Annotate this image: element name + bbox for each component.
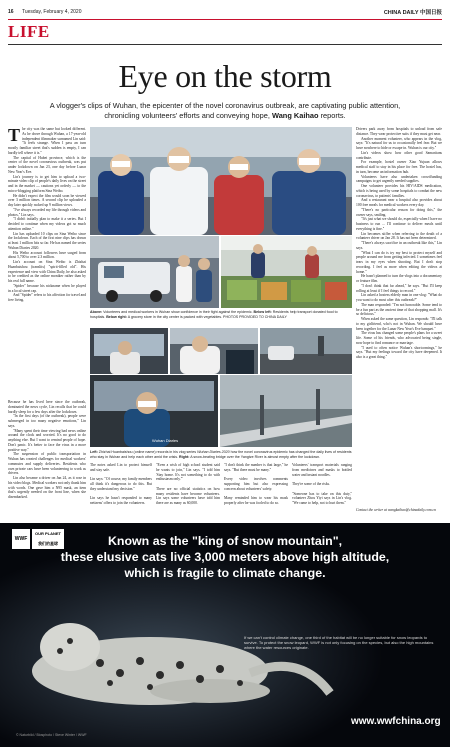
paragraph: Lin's videos show how other good Samaritans contribute. <box>356 150 442 160</box>
paragraph: "There's always sacrifice in an outbreak like this," Lin says. <box>356 241 442 250</box>
deck-text: A vlogger's clips of Wuhan, the epicenter of the novel coronavirus outbreak, are captivating public attention, chronicling volunteers' efforts and conveying hope, <box>49 101 401 120</box>
photo-credit: PHOTOS PROVIDED TO CHINA DAILY <box>222 314 287 319</box>
paragraph: Drivers park away from hospitals to unload from safe distance. They wear protective suits if they must get near. <box>356 127 442 136</box>
deck <box>40 101 410 120</box>
article-column-5 <box>356 127 442 507</box>
photo-driver <box>170 328 258 374</box>
paragraph: The man responded: "I'm not honorable. Some tend to be a fun part as the ancient time of that shopping mall. It's so delicious." <box>356 302 442 317</box>
paragraph: His Weibo account followers have surged from about 5,700 to over 2.3 million. <box>8 250 86 260</box>
caption-label: Below right: <box>106 314 127 319</box>
paragraph: he city was the same but looked different. As he drove through Wuhan, a 17-year-old independent filmmaker surnamed Lin said: "It feels strange. When I pass an turn mostly familiar street that's sudden is empty, I can hardly tell where it is." <box>8 127 86 155</box>
paragraph: Lin becomes stiffer when referring to the death of a volunteer driver on Jan 28. It has not been determined. <box>356 231 442 241</box>
headline: Eye on the storm <box>118 58 332 94</box>
paragraph: Volunteers have also undertaken crowdfunding campaigns to get urgently needed supplies. <box>356 174 442 184</box>
photo-bridge-art <box>220 375 352 447</box>
ad-headline-line-2: these elusive cats live 3,000 meters above high altitude, <box>60 550 390 564</box>
ad-headline-line-1: Known as the "king of snow mountain", <box>107 534 343 548</box>
photo-food-transport <box>90 236 219 308</box>
ad-body-text: If we can't control climate change, one third of the habitat will be no longer suitable for snow leopards to survive. To protect the snow leopard, WWF is not only focusing on the species, but also the high mountains where the water resources originate. <box>244 635 434 651</box>
our-planet-text: OUR PLANET <box>35 531 61 536</box>
article-column-1-continued <box>8 400 86 515</box>
paragraph: "Many spent their time viewing bad news online around the clock and worried. It's no good to do anything else. But I want to remind people of hope. Don't panic. It's better to face the virus in a more positive way." <box>8 428 86 452</box>
paragraph: "There's no particular reason for doing this," the owner says, smiling. <box>356 207 442 217</box>
paragraph: Lin's account on Sina Weibo is Zhizhai Huanbaishou (translits) "spirit-filled old". His experience and view with China Daily, he also asked to be credited as the online moniker rather than by his real full name. <box>8 260 86 283</box>
caption-label: Above: <box>90 310 103 314</box>
photo-vlogger-car <box>90 375 218 447</box>
caption-text: how the novel coronavirus epidemic has changed the daily lives of residents who stay in Wuhan and help each other amid the crisis. <box>90 450 352 459</box>
paragraph: "Spider" because his nickname when he played in a local street rap. <box>8 283 86 293</box>
paragraph: And a restaurant near a hospital also provides about 100 free meals for medical workers every day. <box>356 198 442 207</box>
caption-text: Residents help transport donated food to hospitals. <box>90 310 338 319</box>
paragraph: "It's just what we should do, especially when I have no business to run ... I'll continue to deliver meals until everything is fine." <box>356 217 442 231</box>
contact-line: Contact the writer at wangkaihao@chinadaily.com.cn <box>356 508 437 512</box>
photo-street <box>260 328 352 374</box>
caption-text: A grocery store in the city center is packed with vegetables. <box>126 314 223 319</box>
photo-grocery-store <box>221 236 352 308</box>
bottom-photos-caption <box>90 450 352 459</box>
our-planet-chinese: 我们的星球 <box>38 541 58 546</box>
paragraph: Lin also became a driver on Jan 24, as it rose in his video blogs. Medical workers not only thank him with words. One gave him a N95 mask, an item that's urgently needed on the front line, when she disembarked. <box>8 476 86 499</box>
paragraph: The suspension of public transportation in Wuhan has created challenges for medical workers' commutes and supply deliveries. Residents who own private cars have been volunteering to work as drivers. <box>8 452 86 476</box>
drop-cap: T <box>8 127 21 145</box>
paragraph: The virus has changed some people's plans for a sweet life. Some of his friends, who advocated being single, now hope to find romance or marriage. <box>356 331 442 345</box>
series-title: Wuhan Diaries 2020 <box>197 450 230 454</box>
paragraph: "I don't think that far ahead," he says. "But I'll keep rolling at least if I feel things to record." <box>356 283 442 293</box>
publication-name: CHINA DAILY 中国日报 <box>383 10 442 16</box>
paragraph: Another moment volunteer, who appears in the vlog, says: "It's natural for us to occasionally feel fear. But we have nowhere to hide or escape in. Wuhan is our city." <box>356 136 442 150</box>
paragraph: "What I can do is try my best to protect myself and people around me from getting infected. I sometimes feel tears in my eyes when shooting. But I don't stop recording. I feel as more when editing the videos at home." <box>356 250 442 274</box>
paragraph: One volunteer provides his HIV/AIDS medication, which is being used by some hospitals to combat the new coronavirus, to patients' families. <box>356 184 442 198</box>
photo-street-art <box>260 328 352 374</box>
ad-url[interactable]: www.wwfchina.org <box>351 716 441 727</box>
ad-headline-line-3: which is fragile to climate change. <box>124 566 326 580</box>
paragraph: Because he has lived here since the outbreak, dominated the news cycle, Lin recalls that he could hardly sleep for a few days after the lockdown. <box>8 400 86 414</box>
wwf-logo: WWF <box>12 529 30 549</box>
photo-watermark: Wuhan Diaries <box>152 438 179 443</box>
photo-volunteers <box>90 127 352 235</box>
page-number: 16 <box>8 9 14 15</box>
wwf-advertisement <box>0 523 450 747</box>
paragraph: "I've always recorded my life through videos and photos," Lin says. <box>8 207 86 217</box>
paragraph: "I used to often notice Wuhan's shortcomings," he says. "But my feelings toward the city have deepened. It also is a great thing." <box>356 345 442 359</box>
photo-grocery-store-art <box>221 236 352 308</box>
photo-volunteers-art <box>90 127 352 235</box>
paragraph: Lin asked a hostess elderly man in one vlog: "What do you want to do most after this outbreak?" <box>356 293 442 302</box>
paragraph: He didn't expect the film would soon be viewed over 3 million times. A second clip he uploaded a day later quickly racked up 9 million views. <box>8 193 86 207</box>
photo-bridge <box>220 375 352 447</box>
page-header <box>8 8 442 18</box>
paragraph: "I didn't initially plan to make it a series. But I decided to continue when my videos got so much attention online." <box>8 217 86 231</box>
section-title: LIFE <box>8 22 50 41</box>
caption-text: A snow-beating bridge over the Yangtze River is almost empty after the lockdown. <box>189 454 321 459</box>
paragraph: And "Spider" refers to his affection for travel and free living. <box>8 293 86 302</box>
photo-vlogger-car-art <box>90 375 218 447</box>
top-photos-caption <box>90 310 352 319</box>
paragraph: Lin has uploaded 10 clips on Sina Weibo since the lockdown. Each of the first nine clips has drawn at least 1 million hits so far. He has named the series Wuhan Diaries 2020. <box>8 231 86 250</box>
caption-label: Below left: <box>253 310 272 314</box>
paragraph: When asked the same question, Lin responds: "I'll talk to my girlfriend, who's not in Wuhan. We should have been together for the Lunar New Year's Eve banquet." <box>356 317 442 331</box>
photo-car-interior <box>90 328 168 374</box>
byline: Wang Kaihao <box>272 110 319 120</box>
paragraph: Lin's journey is to get him to upload a two-minute video clip of people's daily lives on the street and in the market — cautions yet orderly — to the micro-blogging platform Sina Weibo. <box>8 174 86 193</box>
issue-date: Tuesday, February 4, 2020 <box>22 9 82 15</box>
caption-text: Zhizhai Huanbaishou (online name) records in his vlog series <box>97 450 198 454</box>
deck-tail: reports. <box>318 110 346 120</box>
caption-label: Left: <box>90 450 98 454</box>
paragraph: He hasn't planned to turn the vlogs into a documentary or feature film. <box>356 274 442 283</box>
paragraph: "In the first days (of the outbreak), people were submerged in too many negative emotions," Lin says. <box>8 414 86 428</box>
article-column-4: "I don't think the number is that large," he says. "But there must be many." Every video involves comments supporting him but also expressing concern about volunteers' safety. Many reminded him to wear his mask properly after he was fooled to do so. <box>224 463 288 505</box>
article-column-2: The notes asked Lin to protect himself and stay safe. Lin says: "Of course, my family members all think it's dangerous to do this. But they understand my decision." Lin says he hasn't responded to many netizens' offers to join the volunteers. <box>90 463 152 505</box>
caption-text: Volunteers and medical workers in Wuhan show confidence in their fight against the epidemic. <box>102 310 254 314</box>
section-rule <box>8 44 442 45</box>
article-column-4b: Volunteers' transport materials ranging from medicines and masks to bottled water and instant noodles. They're some of the risks. "Someone has to take on this duty," volunteer Zhou Yiyi says in Lin's vlog. "We came to help, not to hurt them." <box>292 463 352 505</box>
ad-photo-credit: © Naturbild / Biosphoto / Steve Winter / WWF <box>16 733 87 737</box>
photo-food-transport-art <box>90 236 219 308</box>
article-column-3: "Even a wish of high school student said he wants to join," Lin says. "I told him 'Stay home. It's not something to do with enthusiasm only.'" There are no official statistics on how many residents have become volunteers. Lin says some volunteers have told him there are as many as 60,000. <box>156 463 220 505</box>
paragraph: The capital of Hubei province, which is the center of the novel coronavirus outbreak, was put under lockdown on Jan 23, one day before Lunar New Year's Eve. <box>8 155 86 174</box>
caption-label: Right: <box>179 454 190 459</box>
ad-headline <box>24 533 426 581</box>
header-rule <box>8 19 442 20</box>
paragraph: For example, hostel owner Xiao Yujuan allows medical staff to stay in his place for free. The hostel has, in turn, become an information hub. <box>356 160 442 174</box>
photo-car-interior-art <box>90 328 168 374</box>
photo-driver-art <box>170 328 258 374</box>
